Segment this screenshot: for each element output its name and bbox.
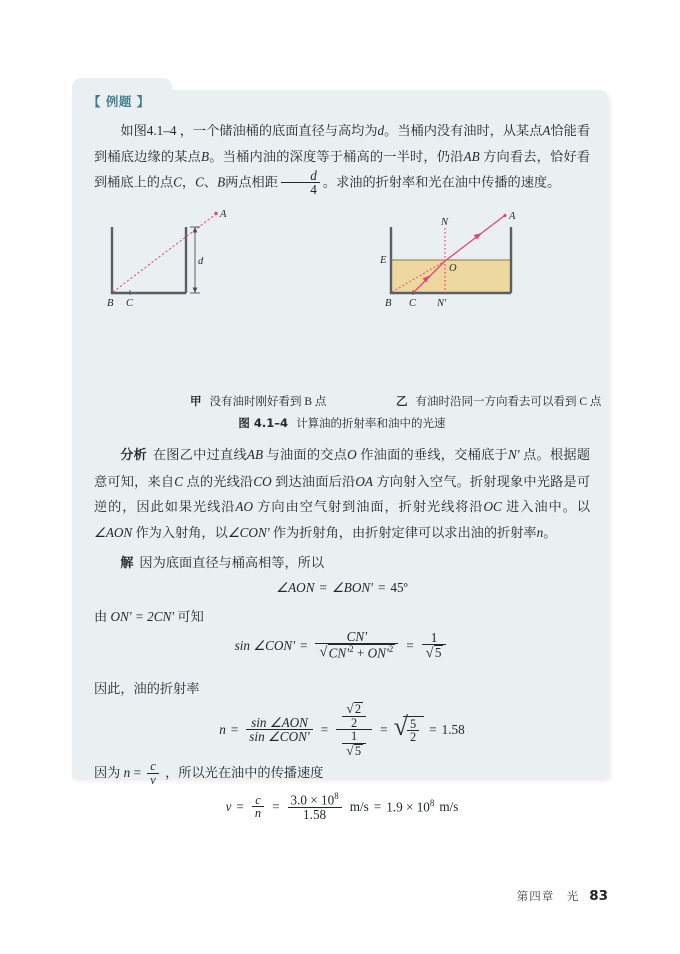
analysis-angle-AON: ∠AON [94, 524, 133, 540]
solution-line4-fraction [147, 760, 159, 786]
eq4-result: $1.9 \times 10^8$ [386, 798, 435, 815]
label-E-yi: E [380, 255, 387, 266]
figure-number-row [94, 415, 590, 431]
var-B: B [201, 148, 210, 164]
analysis-a7: 方向射入空气。折射现象中光路是可逆的，因此如果光线沿 [94, 473, 591, 514]
analysis-lead: 分析 [120, 448, 147, 463]
solution-line-1 [94, 550, 590, 577]
eq2-denominator [315, 643, 398, 660]
eq3-upper-fraction [342, 702, 366, 729]
label-A-yi: A [509, 211, 516, 222]
solution-line-4 [94, 760, 590, 786]
bucket-left-wall-jia [112, 227, 186, 293]
eq2-result-fraction [422, 631, 447, 660]
problem-text-e: 。当桶内油的深度等于桶高的一半时，仍沿 [209, 148, 464, 164]
page-footer [0, 888, 608, 904]
analysis-a12: 。 [543, 524, 557, 540]
fraction-d-over-4: $\frac{d}{4}$ [281, 169, 320, 197]
eq3-lower-fraction [342, 730, 366, 757]
figure-caption-jia [190, 393, 326, 409]
label-C-jia: C [126, 298, 134, 309]
footer-page-number: 83 [589, 888, 608, 904]
solution-line2-eq: ON' = 2CN' [110, 609, 175, 624]
analysis-paragraph [94, 442, 590, 545]
eq1-equals-1: = [319, 580, 327, 595]
eq2-result-den [422, 644, 447, 659]
eq4-result-exp: 8 [429, 798, 435, 809]
eq4-equals-1: = [236, 799, 244, 815]
label-d-jia: d [198, 256, 204, 267]
ray-O-to-A [445, 216, 504, 261]
eq1-mid: ∠BON' [331, 580, 373, 595]
problem-text-f: 方向看去，恰好看到桶底上的点 [94, 148, 591, 190]
eq2-result-sqrt [426, 645, 444, 659]
eq2-equals-2: = [406, 637, 414, 653]
eq3-root-num: 5 [410, 716, 417, 731]
problem-text-a: 如图4.1–4 ，一个储油桶的底面直径与高均为 [120, 123, 378, 138]
figure-4-1-4 [94, 205, 590, 330]
figure-caption-yi [396, 393, 601, 409]
var-C2: C [195, 174, 204, 190]
page-title: 【 例题 】 [88, 94, 150, 109]
radical-sign: √ [393, 711, 408, 742]
eq3-sqrt5-radicand: 5 [354, 743, 362, 758]
eq3-equals-4: = [429, 722, 437, 738]
eq2-lhs: sin ∠CON' [234, 637, 296, 653]
equation-refractive-index [94, 702, 590, 758]
var-C: C [173, 174, 182, 190]
point-A-dot-yi [503, 214, 506, 217]
solution-line-3 [94, 676, 590, 702]
analysis-a10: 作为入射角，以 [132, 524, 228, 540]
label-Nprime-yi: N' [437, 298, 447, 309]
eq3-n: n [219, 722, 226, 738]
label-N-yi: N [441, 217, 449, 228]
analysis-angle-CONp: ∠CON' [227, 524, 270, 540]
analysis-a2: 与油面的交点 [263, 447, 348, 462]
sight-line-jia [113, 214, 216, 292]
solution-line4-den: v [150, 772, 156, 787]
dimension-arrow-top [193, 227, 198, 233]
analysis-a5: 点的光线沿 [183, 473, 254, 489]
figure-tag-yi: 乙 [396, 394, 408, 408]
eq4-v: v [225, 799, 232, 815]
eq3-sqrt5 [346, 744, 363, 758]
var-AB: AB [463, 148, 480, 164]
problem-text-b: 。当桶内没有油时，从某点 [384, 123, 543, 138]
analysis-a6: 到达油面后沿 [271, 473, 356, 489]
eq2-sqrt [319, 644, 395, 660]
solution-line-2 [94, 604, 590, 630]
radical-sign: √ [319, 643, 328, 660]
solution-line4-a: 因为 [94, 765, 121, 781]
label-B-yi: B [385, 298, 392, 309]
eq3-sin-fraction [246, 716, 312, 744]
eq2-result-radicand: 5 [434, 645, 442, 661]
analysis-a11: 作为折射角，由折射定律可以求出油的折射率 [269, 524, 537, 540]
eq4-den2: 1.58 [288, 807, 342, 821]
solution-line4-b: ，所以光在油中的传播速度 [165, 765, 324, 781]
example-panel [72, 90, 608, 822]
problem-text-c: 恰能看到桶底边缘的某点 [94, 123, 591, 164]
eq3-sin-num: sin ∠AON [251, 714, 308, 730]
problem-statement [94, 118, 590, 197]
eq2-den-sup2: 2 [388, 644, 394, 655]
eq4-equals-3: = [373, 799, 382, 815]
figure-yi-group [379, 211, 516, 309]
analysis-var-CO: CO [253, 473, 272, 489]
solution-line2-a: 由 [94, 609, 108, 624]
eq3-lower-num: 1 [351, 729, 358, 744]
eq3-upper [336, 702, 372, 729]
radical-sign: √ [346, 701, 354, 717]
label-B-jia: B [107, 298, 114, 309]
figure-tag-jia: 甲 [190, 394, 202, 408]
radical-sign: √ [346, 743, 354, 759]
eq3-lower [336, 729, 372, 757]
var-d: d [377, 123, 385, 138]
label-O-yi: O [449, 263, 457, 274]
analysis-a9: 进入油中。以 [501, 499, 591, 514]
eq3-equals-1: = [230, 722, 239, 738]
figure-caption-yi-text: 有油时沿同一方向看去可以看到 C 点 [415, 396, 602, 408]
point-A-dot-jia [214, 212, 217, 215]
problem-text-i: 两点相距 [225, 174, 278, 190]
var-B2: B [217, 174, 226, 190]
problem-text-g: ， [181, 174, 196, 190]
eq2-den-b: ON' [367, 645, 389, 661]
eq4-num2: $3.0 \times 10^8$ [290, 791, 339, 808]
eq3-equals-2: = [320, 722, 329, 738]
dimension-arrow-bottom [193, 288, 198, 294]
solution-line4-num: c [150, 759, 156, 773]
eq4-c-over-n [252, 794, 264, 820]
figure-caption-jia-text: 没有油时刚好看到 B 点 [209, 396, 327, 408]
eq4-num2-exp: 8 [334, 791, 339, 801]
solution-line4-n: n [123, 765, 131, 781]
eq1-result: 45º [390, 580, 408, 595]
analysis-var-O: O [347, 447, 357, 462]
solution-line1-text: 因为底面直径与桶高相等，所以 [139, 555, 325, 570]
analysis-var-AO: AO [235, 499, 254, 514]
problem-text-j: 。求油的折射率和光在油中传播的速度。 [322, 174, 561, 190]
eq1-lhs: ∠AON [276, 580, 315, 595]
solution-lead: 解 [120, 556, 134, 571]
figure-svg [94, 205, 590, 330]
analysis-var-Nprime: N' [507, 447, 520, 462]
eq2-den-sup1: 2 [349, 644, 354, 655]
analysis-block [94, 442, 590, 545]
eq3-lower-den [342, 743, 366, 758]
solution-line2-b: 可知 [177, 609, 204, 624]
eq3-upper-num [342, 702, 366, 716]
solution-line4-equals: = [133, 765, 141, 781]
eq1-equals-2: = [377, 580, 386, 595]
solution-line3-text: 因此，油的折射率 [94, 681, 200, 696]
eq2-numerator: CN' [346, 629, 368, 644]
label-A-jia: A [220, 209, 227, 220]
analysis-var-OA: OA [355, 473, 373, 489]
equation-angles [94, 580, 590, 596]
eq3-sqrt2 [346, 702, 363, 716]
equation-sin-con [94, 630, 590, 660]
eq2-equals-1: = [300, 637, 308, 653]
var-A: A [542, 123, 551, 138]
eq3-root-den: 2 [407, 730, 419, 744]
analysis-var-n: n [536, 524, 544, 540]
eq3-equals-3: = [380, 722, 388, 738]
label-C-yi: C [409, 298, 417, 309]
problem-paragraph [94, 118, 590, 197]
analysis-a8: 方向由空气射到油面，折射光线将沿 [253, 499, 484, 514]
eq3-sqrt-five-halves [393, 711, 425, 745]
eq4-unit-1: m/s [349, 799, 369, 815]
eq4-equals-2: = [272, 799, 280, 815]
analysis-a1: 在图乙中过直线 [152, 447, 247, 462]
eq3-result: 1.58 [441, 722, 465, 738]
eq2-den-plus: + [356, 645, 365, 661]
figure-number: 图 4.1–4 [238, 416, 289, 430]
eq2-fraction [315, 630, 398, 660]
eq4-num1: c [255, 792, 261, 807]
analysis-a4: 点。根据题意可知，来自 [94, 447, 591, 489]
eq3-sqrt2-radicand: 2 [354, 702, 362, 716]
eq2-result-num: 1 [430, 629, 438, 645]
analysis-var-AB: AB [246, 447, 264, 462]
eq3-sin-den: sin ∠CON' [246, 729, 312, 743]
eq4-value-fraction [288, 792, 342, 821]
eq4-den1: n [254, 806, 262, 821]
analysis-var-OC: OC [483, 499, 502, 514]
problem-text-h: 、 [203, 174, 218, 190]
eq3-upper-den: 2 [342, 716, 366, 730]
equation-speed-in-oil [94, 792, 590, 821]
figure-title: 计算油的折射率和油中的光速 [296, 418, 446, 430]
eq3-five-halves [407, 718, 419, 744]
radical-sign: √ [425, 644, 434, 661]
eq3-compound-fraction [336, 702, 372, 758]
analysis-var-C: C [174, 473, 183, 489]
figure-jia-group [107, 209, 227, 309]
footer-chapter: 第四章 光 [516, 889, 580, 903]
analysis-a3: 作油面的垂线，交桶底于 [356, 447, 508, 462]
eq2-den-a: CN' [328, 645, 350, 661]
eq4-unit-2: m/s [439, 799, 459, 815]
